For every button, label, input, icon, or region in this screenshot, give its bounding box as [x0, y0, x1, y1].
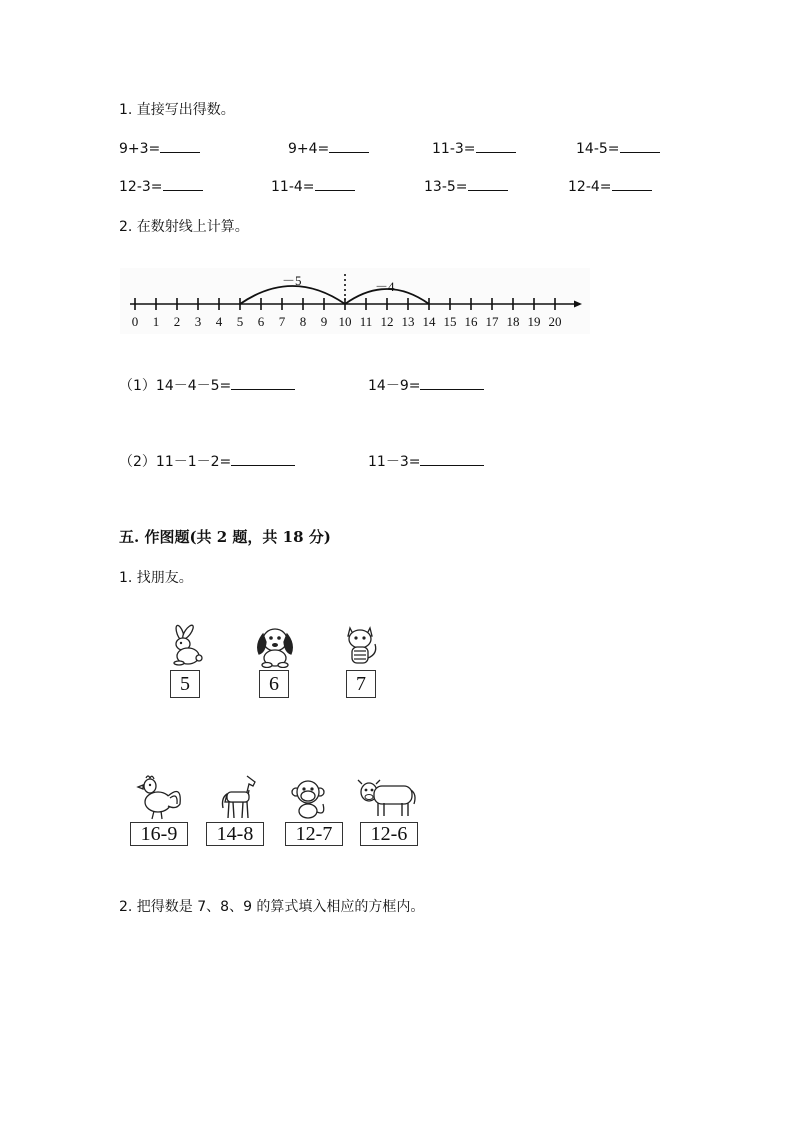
jump-label-minus-5: －5: [282, 273, 302, 288]
q2-part2-a: [119, 451, 295, 471]
find-friends-title: 1. 找朋友。: [119, 570, 193, 586]
tick-label: 5: [236, 314, 244, 329]
expr-box-16-9: 16-9: [130, 822, 188, 846]
answer-blank[interactable]: [612, 178, 652, 191]
q1-expr: 9+4=: [288, 141, 330, 157]
tick-label: 16: [464, 314, 478, 329]
q1-expr: 14-5=: [576, 141, 620, 157]
rooster-icon: [134, 774, 184, 820]
number-line: [120, 268, 590, 334]
tick-label: 6: [257, 314, 265, 329]
tick-label: 19: [527, 314, 541, 329]
answer-blank[interactable]: [231, 377, 295, 390]
q1-item-6: [271, 178, 355, 195]
rabbit-icon: [166, 624, 206, 666]
q2-title: 2. 在数射线上计算。: [119, 219, 249, 235]
number-line-background: [120, 268, 590, 334]
expr-box-12-7: 12-7: [285, 822, 343, 846]
answer-blank[interactable]: [329, 140, 369, 153]
q1-item-2: [288, 140, 369, 157]
answer-blank[interactable]: [420, 377, 484, 390]
answer-blank[interactable]: [315, 178, 355, 191]
monkey-icon: [288, 776, 328, 820]
horse-icon: [217, 772, 263, 820]
tick-label: 8: [299, 314, 307, 329]
tick-label: 17: [485, 314, 499, 329]
answer-blank[interactable]: [476, 140, 516, 153]
answer-blank[interactable]: [160, 140, 200, 153]
q1-item-3: [432, 140, 516, 157]
q1-item-8: [568, 178, 652, 195]
q2-part2-b: [368, 451, 484, 471]
jump-label-minus-4: －4: [375, 279, 395, 294]
dog-icon: [253, 624, 297, 668]
section-title: 五. 作图题(共 2 题，共 18 分): [119, 528, 331, 546]
q1-title: 1. 直接写出得数。: [119, 102, 235, 118]
q2-part1-a: [119, 375, 295, 395]
tick-label: 0: [131, 314, 139, 329]
expr-box-12-6: 12-6: [360, 822, 418, 846]
q2-expr: （2）11－1－2=: [119, 454, 232, 470]
q1-expr: 11-4=: [271, 179, 315, 195]
cow-icon: [356, 776, 418, 820]
tick-label: 18: [506, 314, 520, 329]
answer-blank[interactable]: [231, 453, 295, 466]
tick-label: 11: [359, 314, 373, 329]
tick-label: 10: [338, 314, 352, 329]
answer-blank[interactable]: [468, 178, 508, 191]
tick-label: 20: [548, 314, 562, 329]
answer-blank[interactable]: [163, 178, 203, 191]
q1-expr: 12-3=: [119, 179, 163, 195]
q-fill-boxes-title: 2. 把得数是 7、8、9 的算式填入相应的方框内。: [119, 899, 425, 915]
q1-expr: 12-4=: [568, 179, 612, 195]
tick-label: 4: [215, 314, 223, 329]
q1-expr: 11-3=: [432, 141, 476, 157]
q1-expr: 13-5=: [424, 179, 468, 195]
q1-expr: 9+3=: [119, 141, 161, 157]
tick-label: 7: [278, 314, 286, 329]
tick-label: 15: [443, 314, 457, 329]
q2-expr: 14－9=: [368, 378, 421, 394]
q2-expr: （1）14－4－5=: [119, 378, 232, 394]
q1-item-4: [576, 140, 660, 157]
tick-label: 2: [173, 314, 181, 329]
number-box-5: 5: [170, 670, 200, 698]
tick-label: 12: [380, 314, 394, 329]
answer-blank[interactable]: [420, 453, 484, 466]
q2-part1-b: [368, 375, 484, 395]
tick-label: 9: [320, 314, 328, 329]
answer-blank[interactable]: [620, 140, 660, 153]
tick-label: 14: [422, 314, 436, 329]
q1-item-7: [424, 178, 508, 195]
expr-box-14-8: 14-8: [206, 822, 264, 846]
q1-item-1: [119, 140, 200, 157]
q1-item-5: [119, 178, 203, 195]
cat-icon: [340, 624, 380, 668]
tick-label: 13: [401, 314, 415, 329]
tick-label: 3: [194, 314, 202, 329]
number-box-7: 7: [346, 670, 376, 698]
number-box-6: 6: [259, 670, 289, 698]
q2-expr: 11－3=: [368, 454, 421, 470]
tick-label: 1: [152, 314, 160, 329]
